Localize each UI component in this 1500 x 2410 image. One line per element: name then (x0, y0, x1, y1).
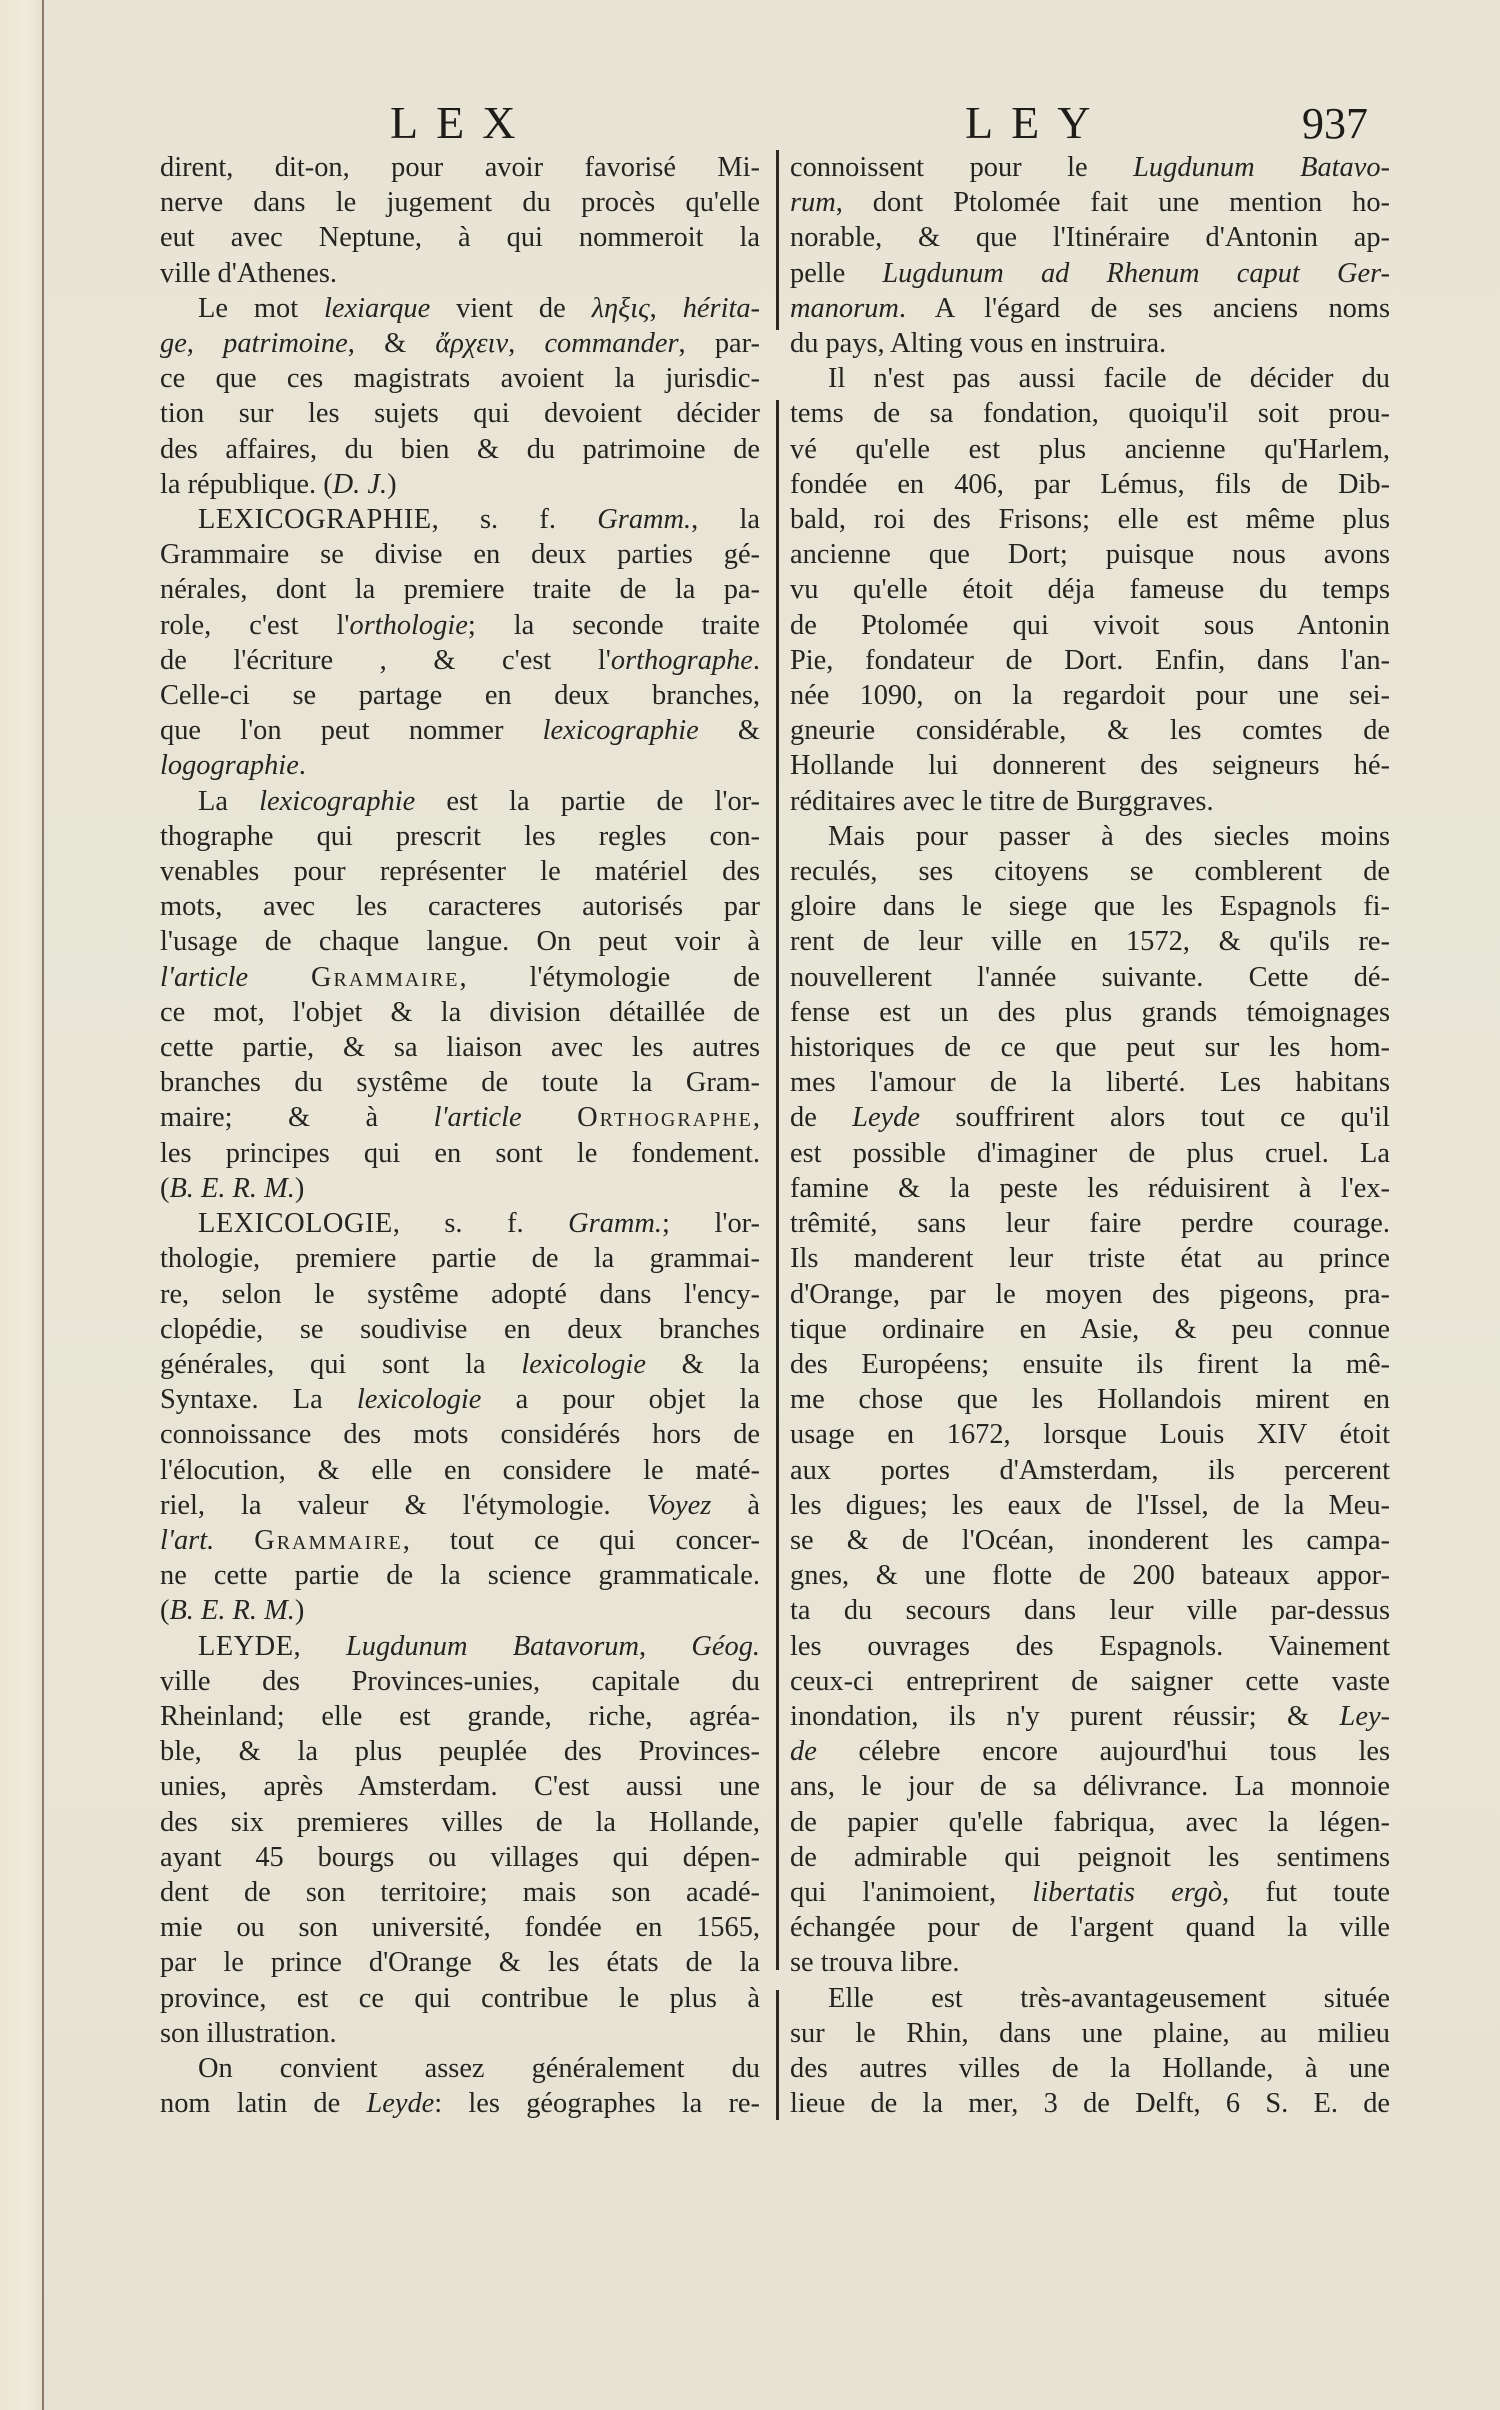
italic-text: ge, patrimoine (160, 328, 348, 360)
text-line: re, selon le systême adopté dans l'ency- (160, 1278, 760, 1310)
text-run: générales, qui sont la (160, 1348, 522, 1380)
italic-text: l'art. (160, 1524, 215, 1556)
text-line: sur le Rhin, dans une plaine, au milieu (790, 2017, 1390, 2049)
text-line: connoissance des mots considérés hors de (160, 1419, 760, 1451)
text-line: thologie, premiere partie de la grammai- (160, 1243, 760, 1275)
text-line: gneurie considérable, & les comtes de (790, 715, 1390, 747)
text-line (160, 960, 760, 995)
text-line: ce que ces magistrats avoient la jurisdic- (160, 363, 760, 395)
italic-text: ληξις (591, 292, 650, 324)
italic-text: Gramm. (597, 504, 692, 536)
text-line (790, 150, 1390, 185)
text-line (160, 291, 760, 326)
text-line (790, 1875, 1390, 1910)
italic-text: hérita- (682, 292, 760, 324)
text-line: ble, & la plus peuplée des Provinces- (160, 1736, 760, 1768)
text-line: Rheinland; elle est grande, riche, agréa- (160, 1700, 760, 1732)
column-rule-bottom (776, 1990, 779, 2120)
text-line: des six premieres villes de la Hollande, (160, 1806, 760, 1838)
text-run: . (298, 750, 306, 782)
text-run: vient de (430, 292, 592, 324)
text-line: bald, roi des Frisons; elle est même plus (790, 504, 1390, 536)
text-line: tique ordinaire en Asie, & peu connue (790, 1313, 1390, 1345)
text-line (160, 1523, 760, 1558)
text-line (790, 185, 1390, 220)
text-line (790, 1699, 1390, 1734)
text-line: On convient assez généralement du (198, 2052, 760, 2084)
italic-text: Lugdunum ad Rhenum caput Ger- (882, 257, 1390, 289)
column-rule-middle (776, 400, 779, 1970)
text-line: Grammaire se divise en deux parties gé- (160, 539, 760, 571)
text-run (248, 962, 311, 993)
italic-text: l'article (160, 961, 249, 993)
italic-text: lexiarque (324, 292, 431, 324)
text-line: des affaires, du bien & du patrimoine de (160, 433, 760, 465)
text-line: province, est ce qui contribue le plus à (160, 1982, 760, 2014)
text-run: souffrirent alors tout ce qu'il (919, 1102, 1390, 1134)
text-line: de admirable qui peignoit les sentimens (790, 1841, 1390, 1873)
italic-text: de (790, 1736, 817, 1768)
text-line: mes l'amour de la liberté. Les habitans (790, 1067, 1390, 1099)
running-head-right: LEY (965, 97, 1109, 148)
text-line: Ils manderent leur triste état au prince (790, 1243, 1390, 1275)
text-line (790, 256, 1390, 291)
text-line (160, 1347, 760, 1382)
text-line: nouvellerent l'année suivante. Cette dé- (790, 961, 1390, 993)
text-run (214, 1525, 254, 1556)
text-line: tion sur les sujets qui devoient décider (160, 398, 760, 430)
text-line: l'élocution, & elle en considere le maté- (160, 1454, 760, 1486)
text-line (160, 643, 760, 678)
text-line (160, 1206, 760, 1241)
text-run: , & (347, 328, 436, 360)
text-line (160, 784, 760, 819)
left-column (160, 150, 760, 2121)
italic-text: commander (544, 328, 679, 360)
text-run: de (790, 1102, 853, 1134)
text-run: & la (645, 1348, 760, 1380)
running-head-left: LEX (390, 97, 534, 148)
page-number: 937 (1302, 99, 1368, 148)
text-run: inondation, ils n'y purent réussir; & (790, 1700, 1340, 1732)
text-run: célebre encore aujourd'hui tous les (816, 1736, 1390, 1768)
text-line: ancienne que Dort; puisque nous avons (790, 539, 1390, 571)
text-line: ne cette partie de la science grammaticale. (160, 1560, 760, 1592)
text-run: : les géographes la re- (434, 2088, 760, 2120)
italic-text: Lugdunum Batavo- (1133, 152, 1390, 183)
text-run: ) (387, 468, 397, 500)
text-run: , (508, 328, 545, 360)
text-line: cette partie, & sa liaison avec les autres (160, 1032, 760, 1064)
text-run: à (711, 1489, 760, 1521)
text-run: , s. f. (431, 504, 598, 536)
text-line: dirent, dit-on, pour avoir favorisé Mi- (160, 152, 760, 183)
text-run: maire; & à (160, 1102, 434, 1134)
text-line: Elle est très-avantageusement située (828, 1982, 1390, 2014)
text-run: pelle (790, 257, 883, 289)
text-line: d'Orange, par le moyen des pigeons, pra- (790, 1278, 1390, 1310)
text-line: échangée pour de l'argent quand la ville (790, 1912, 1390, 1944)
text-line: lieue de la mer, 3 de Delft, 6 S. E. de (790, 2088, 1390, 2120)
entry-headword: LEYDE (198, 1630, 294, 1662)
text-line: l'usage de chaque langue. On peut voir à (160, 926, 760, 958)
text-run: , la (691, 504, 760, 536)
text-line: thographe qui prescrit les regles con- (160, 820, 760, 852)
text-line: ayant 45 bourgs ou villages qui dépen- (160, 1841, 760, 1873)
text-run: la république. ( (160, 468, 333, 500)
text-line: Mais pour passer à des siecles moins (828, 820, 1390, 852)
text-line: par le prince d'Orange & les états de la (160, 1947, 760, 1979)
text-line: Pie, fondateur de Dort. Enfin, dans l'an- (790, 644, 1390, 676)
italic-text: orthologie (349, 609, 468, 641)
text-line: mie ou son université, fondée en 1565, (160, 1912, 760, 1944)
text-line: son illustration. (160, 2017, 337, 2049)
text-line (160, 748, 760, 783)
italic-text: orthographe (610, 644, 753, 676)
text-run: , (638, 1630, 692, 1662)
text-line: clopédie, se soudivise en deux branches (160, 1313, 760, 1345)
cross-reference: Grammaire (311, 961, 460, 993)
text-line: ceux-ci entreprirent de saigner cette vaste (790, 1665, 1390, 1697)
text-line: tems de sa fondation, quoiqu'il soit prou- (790, 398, 1390, 430)
entry-headword: LEXICOLOGIE (198, 1208, 393, 1240)
text-line: ville des Provinces-unies, capitale du (160, 1665, 760, 1697)
text-line: de Ptolomée qui vivoit sous Antonin (790, 609, 1390, 641)
text-line: trêmité, sans leur faire perdre courage. (790, 1208, 1390, 1240)
text-line: de papier qu'elle fabriqua, avec la légen- (790, 1806, 1390, 1838)
text-run: role, c'est l' (160, 609, 350, 641)
italic-text: Leyde (366, 2088, 435, 2120)
text-line: fondée en 406, par Lémus, fils de Dib- (790, 468, 1390, 500)
text-run (522, 1102, 577, 1133)
text-line: usage en 1672, lorsque Louis XIV étoit (790, 1419, 1390, 1451)
text-run: de l'écriture , & c'est l' (160, 644, 611, 676)
text-line: se trouva libre. (790, 1947, 960, 1979)
text-run: , (649, 292, 683, 324)
text-line: les principes qui en sont le fondement. (160, 1137, 760, 1169)
text-line: gloire dans le siege que les Espagnols fi- (790, 891, 1390, 923)
italic-text: libertatis ergò (1032, 1876, 1223, 1908)
text-run: , l'étymologie de (459, 961, 760, 993)
text-line (160, 2086, 760, 2121)
text-run: Le mot (198, 292, 325, 324)
text-run: , fut toute (1222, 1876, 1390, 1908)
text-line: rent de leur ville en 1572, & qu'ils re- (790, 926, 1390, 958)
text-line: des Européens; ensuite ils firent la mê- (790, 1348, 1390, 1380)
text-run: . A l'égard de ses anciens noms (898, 292, 1390, 324)
text-run: La (198, 785, 260, 817)
text-line: eut avec Neptune, à qui nommeroit la (160, 222, 760, 254)
text-line (160, 326, 760, 361)
text-line: vu qu'elle étoit déja fameuse du temps (790, 574, 1390, 606)
italic-text: Gramm. (568, 1208, 663, 1240)
text-line: reculés, ses citoyens se comblerent de (790, 856, 1390, 888)
text-line (160, 1171, 760, 1206)
entry-headword: LEXICOGRAPHIE (198, 504, 432, 536)
text-run: , par- (678, 328, 760, 360)
text-line: gnes, & une flotte de 200 bateaux appor- (790, 1560, 1390, 1592)
text-line: ville d'Athenes. (160, 257, 337, 289)
text-line: ce mot, l'objet & la division détaillée de (160, 996, 760, 1028)
italic-text: Lugdunum Batavorum (345, 1630, 639, 1662)
text-line (160, 608, 760, 643)
italic-text: Ley- (1339, 1700, 1390, 1732)
italic-text: Leyde (852, 1102, 920, 1134)
text-line: aux portes d'Amsterdam, ils percerent (790, 1454, 1390, 1486)
text-run: , tout ce qui concer- (402, 1524, 760, 1556)
italic-text: lexicographie (542, 715, 699, 747)
italic-text: logographie (160, 750, 299, 782)
text-run: ; la seconde traite (467, 609, 760, 641)
italic-text: B. E. R. M. (169, 1172, 295, 1204)
text-line: nérales, dont la premiere traite de la pa- (160, 574, 760, 606)
text-line: unies, après Amsterdam. C'est aussi une (160, 1771, 760, 1803)
text-line (160, 1382, 760, 1417)
column-rule-top (776, 150, 779, 330)
text-run: ) (294, 1595, 305, 1627)
right-column (790, 150, 1390, 2121)
text-line: me chose que les Hollandois mirent en (790, 1384, 1390, 1416)
text-line: norable, & que l'Itinéraire d'Antonin ap- (790, 222, 1390, 254)
text-run: , s. f. (392, 1208, 569, 1240)
text-run: ( (160, 1172, 170, 1204)
text-line: nerve dans le jugement du procès qu'elle (160, 187, 760, 219)
text-run: riel, la valeur & l'étymologie. (160, 1489, 647, 1521)
text-line: Celle-ci se partage en deux branches, (160, 680, 760, 712)
text-run: que l'on peut nommer (160, 715, 543, 747)
text-line (160, 1593, 760, 1628)
text-line: réditaires avec le titre de Burggraves. (790, 785, 1214, 817)
italic-text: l'article (433, 1102, 522, 1134)
italic-text: ἄρχειν (435, 328, 509, 360)
text-line: Hollande lui donnerent des seigneurs hé- (790, 750, 1390, 782)
text-run: , (752, 1102, 760, 1134)
text-line (160, 1100, 760, 1135)
text-run: ) (294, 1172, 305, 1204)
text-line: Il n'est pas aussi facile de décider du (828, 363, 1390, 395)
text-line (160, 713, 760, 748)
text-line: fense est un des plus grands témoignages (790, 996, 1390, 1028)
text-run: connoissent pour le (790, 152, 1134, 183)
text-run: ; l'or- (662, 1208, 761, 1240)
italic-text: lexicologie (521, 1348, 646, 1380)
text-line (790, 1734, 1390, 1769)
text-run: est la partie de l'or- (415, 785, 760, 817)
text-line: ta du secours dans leur ville par-dessus (790, 1595, 1390, 1627)
text-line: se & de l'Océan, inonderent les campa- (790, 1524, 1390, 1556)
text-run: & (698, 715, 760, 747)
text-line: historiques de ce que peut sur les hom- (790, 1032, 1390, 1064)
text-line: branches du systême de toute la Gram- (160, 1067, 760, 1099)
text-line: venables pour représenter le matériel des (160, 856, 760, 888)
cross-reference: Orthographe (577, 1102, 753, 1134)
text-run: a pour objet la (481, 1384, 760, 1416)
italic-text: Géog. (691, 1630, 760, 1662)
text-line: ans, le jour de sa délivrance. La monnoie (790, 1771, 1390, 1803)
text-line: du pays, Alting vous en instruira. (790, 328, 1167, 360)
text-run: , dont Ptolomée fait une mention ho- (835, 187, 1390, 219)
cross-reference: Grammaire (254, 1524, 403, 1556)
text-line (160, 1488, 760, 1523)
book-edge (0, 0, 44, 2410)
text-line (160, 1629, 760, 1664)
text-run: . (752, 644, 760, 676)
text-line: les digues; les eaux de l'Issel, de la Meu- (790, 1489, 1390, 1521)
italic-text: manorum (790, 292, 899, 324)
text-run: Syntaxe. La (160, 1384, 357, 1416)
italic-text: D. J. (332, 468, 388, 500)
italic-text: Voyez (646, 1489, 712, 1521)
text-line: est possible d'imaginer de plus cruel. La (790, 1137, 1390, 1169)
text-line: les ouvrages des Espagnols. Vainement (790, 1630, 1390, 1662)
text-run: ( (160, 1595, 170, 1627)
text-line: mots, avec les caracteres autorisés par (160, 891, 760, 923)
text-run: nom latin de (160, 2088, 367, 2120)
text-line (160, 467, 760, 502)
text-run: , (293, 1630, 346, 1662)
italic-text: rum (790, 187, 836, 219)
text-line: famine & la peste les réduisirent à l'ex- (790, 1172, 1390, 1204)
text-line (160, 502, 760, 537)
italic-text: B. E. R. M. (169, 1595, 295, 1627)
italic-text: lexicologie (356, 1384, 482, 1416)
italic-text: lexicographie (259, 785, 416, 817)
text-line: née 1090, on la regardoit pour une sei- (790, 680, 1390, 712)
text-line: dent de son territoire; mais son acadé- (160, 1876, 760, 1908)
text-line: des autres villes de la Hollande, à une (790, 2052, 1390, 2084)
text-run: qui l'animoient, (790, 1876, 1033, 1908)
text-line: vé qu'elle est plus ancienne qu'Harlem, (790, 433, 1390, 465)
text-line (790, 1100, 1390, 1135)
text-line (790, 291, 1390, 326)
